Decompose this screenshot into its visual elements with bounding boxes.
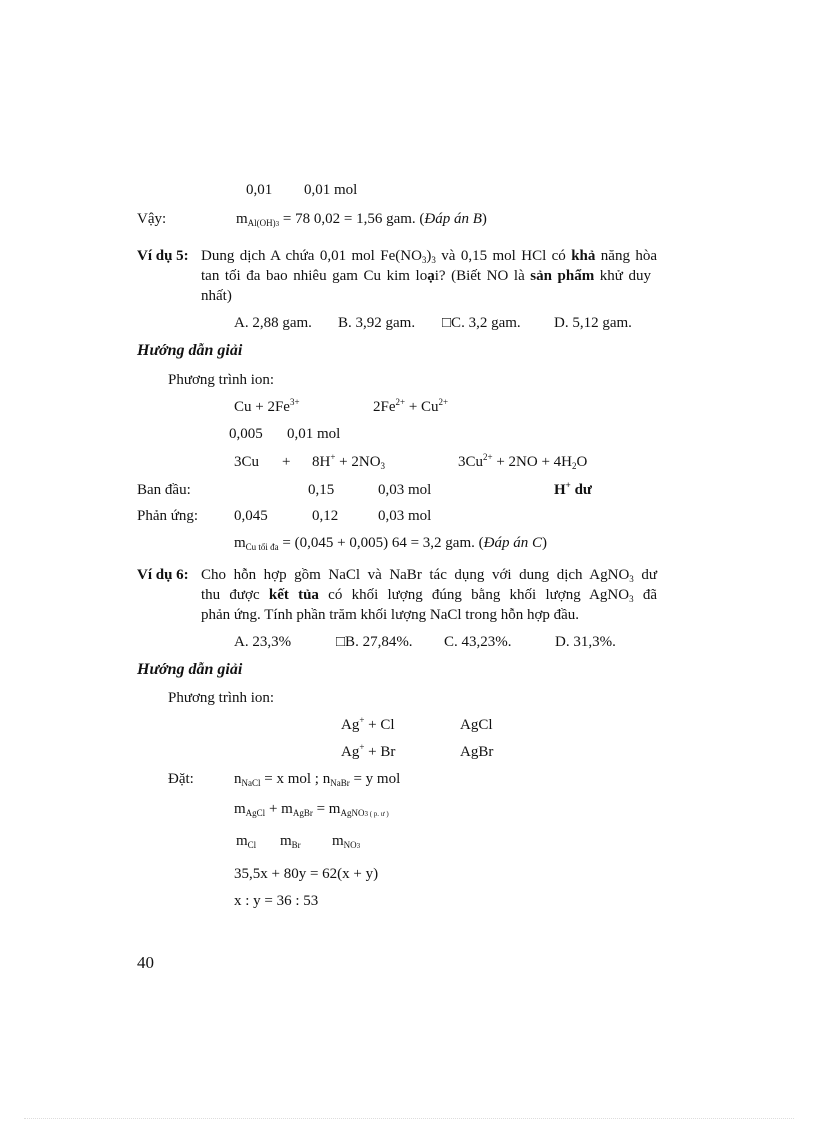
reaction-2-reactants: $8H^+ + 2NO_3$ [312,452,386,471]
guide-2-heading: Hướng dẫn giải [137,661,243,678]
reaction-agbr-left: Ag+ + Br [341,742,396,760]
reaction-agcl-left: Ag+ + Cl [341,715,395,733]
ban-dau-label: Ban đầu: [137,482,191,498]
example-6-line-3: phản ứng. Tính phần trăm khối lượng NaCl trong hỗn hợp đầu. [201,607,580,623]
ban-dau-h: 0,15 [308,482,335,498]
reaction-2-products: $3Cu^{2+} + 2NO + 4H_2O$ [458,452,588,471]
reaction-1-mol-b: 0,01 mol [287,426,341,442]
phan-ung-h: 0,12 [312,508,339,524]
example-6-option-a: A. 23,3% [234,634,292,650]
reaction-1-right: $2Fe^{2+} + Cu^{2+}$ [373,397,449,415]
reaction-2-cu: 3Cu [234,454,260,470]
example-5-line-2: tan tối đa bao nhiêu gam Cu kim loại? (Biết NO là sản phẩm khử duy [201,268,652,284]
equation-x-y: 35,5x + 80y = 62(x + y) [234,866,379,882]
mass-ion-m-cl: $m_{Cl}$ [236,833,257,850]
h-excess: H+ dư [554,480,592,498]
dat-definition: $n_{NaCl} = x$ mol ; $n_{NaBr} = y$ mol [234,771,401,788]
phan-ung-cu: 0,045 [234,508,268,524]
example-5-label: Ví dụ 5: [137,248,189,264]
example-5-option-d: D. 5,12 gam. [554,315,632,331]
page-number: 40 [137,953,154,972]
example-5-option-a: A. 2,88 gam. [234,315,312,331]
reaction-agbr-right: AgBr [460,744,494,760]
reaction-2-plus: + [282,454,291,470]
example-5-line-3: nhất) [201,288,232,304]
ban-dau-no3: 0,03 mol [378,482,432,498]
guide-1-ion-label: Phương trình ion: [168,372,275,388]
mass-cu-equation: $m_{Cu tối đa} = (0,045 + 0,005) 64 = 3,2$ gam. (Đáp án C) [234,535,547,552]
dat-label: Đặt: [168,771,194,787]
example-6-label: Ví dụ 6: [137,567,189,583]
top-mol-left: 0,01 [246,182,273,198]
mass-ion-m-br: $m_{Br}$ [280,833,301,850]
vay-label: Vậy: [137,211,167,227]
ratio-result: x : y = 36 : 53 [234,893,319,909]
phan-ung-label: Phản ứng: [137,508,199,524]
example-6-option-d: D. 31,3%. [555,634,616,650]
mass-balance-equation: $m_{AgCl} + m_{AgBr} = m_{AgNO3 ( p. ư )}$ [234,801,389,818]
example-6-option-b: □B. 27,84%. [336,634,413,650]
reaction-1-left: $Cu + 2Fe^{3+}$ [234,397,300,415]
example-6-option-c: C. 43,23%. [444,634,512,650]
example-6-line-2: thu được kết tủa có khối lượng đúng bằng khối lượng AgNO$_3$ đã [201,587,657,604]
vay-equation: $m_{Al(OH)3} = 78$ 0,02 = 1,56 gam. (Đáp án B) [236,211,487,228]
example-5-option-c: □C. 3,2 gam. [442,315,521,331]
example-5-line-1: Dung dịch A chứa 0,01 mol $Fe(NO_3)_3$ và 0,15 mol HCl có khả năng hòa [201,248,657,265]
reaction-agcl-right: AgCl [460,717,493,733]
mass-ion-m-no3: $m_{NO3}$ [332,833,361,850]
phan-ung-no3: 0,03 mol [378,508,432,524]
top-mol-right: 0,01 mol [304,182,358,198]
reaction-1-mol-a: 0,005 [229,426,263,442]
guide-2-ion-label: Phương trình ion: [168,690,275,706]
guide-1-heading: Hướng dẫn giải [137,342,243,359]
example-6-line-1: Cho hỗn hợp gồm NaCl và NaBr tác dụng với dung dịch AgNO$_3$ dư [201,567,657,584]
example-5-option-b: B. 3,92 gam. [338,315,416,331]
page-bottom-rule [24,1118,794,1119]
